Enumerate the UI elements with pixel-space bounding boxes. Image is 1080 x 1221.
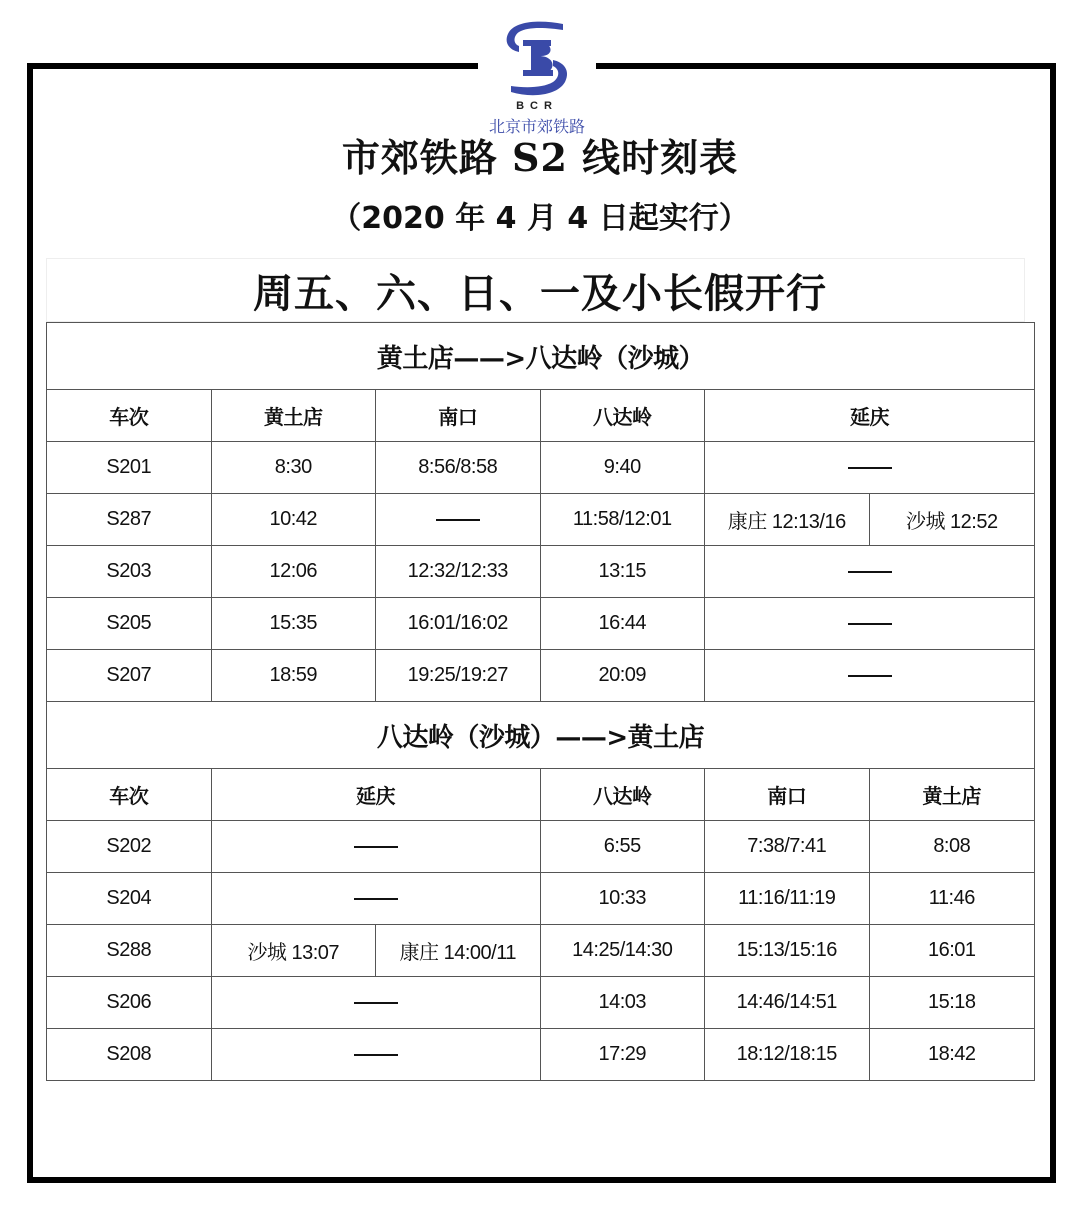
col-header-train: 车次 [47, 390, 212, 442]
no-stop-cell [211, 873, 540, 925]
time-cell-shacheng: 沙城 13:07 [211, 925, 376, 977]
time-cell: 14:03 [540, 977, 705, 1029]
col-header-huangtudian: 黄土店 [211, 390, 376, 442]
inbound-direction-row [47, 702, 1035, 769]
train-number: S287 [47, 494, 212, 546]
time-cell-kangzhuang: 康庄 12:13/16 [705, 494, 870, 546]
no-stop-cell [211, 1029, 540, 1081]
time-cell: 16:01/16:02 [376, 598, 541, 650]
outbound-header-row [47, 390, 1035, 442]
dash-icon [848, 467, 892, 469]
time-cell: 14:25/14:30 [540, 925, 705, 977]
dash-icon [354, 898, 398, 900]
time-cell: 20:09 [540, 650, 705, 702]
col-header-yanqing: 延庆 [705, 390, 1035, 442]
no-stop-cell [705, 442, 1035, 494]
dash-icon [848, 623, 892, 625]
time-cell: 18:59 [211, 650, 376, 702]
bcr-logo [478, 14, 596, 136]
table-row [47, 650, 1035, 702]
title-prefix: 市郊铁路 [341, 136, 513, 180]
train-number: S205 [47, 598, 212, 650]
no-stop-cell [705, 546, 1035, 598]
outbound-direction: 黄土店——>八达岭（沙城） [47, 323, 1035, 390]
time-cell: 6:55 [540, 821, 705, 873]
time-cell: 11:58/12:01 [540, 494, 705, 546]
dash-icon [354, 1002, 398, 1004]
inbound-header-row [47, 769, 1035, 821]
col-header-yanqing: 延庆 [211, 769, 540, 821]
time-cell: 15:18 [869, 977, 1035, 1029]
table-row [47, 546, 1035, 598]
time-cell: 15:13/15:16 [705, 925, 870, 977]
frame-top-left [27, 63, 478, 69]
time-cell: 14:46/14:51 [705, 977, 870, 1029]
dash-icon [848, 571, 892, 573]
effective-date: （2020 年 4 月 4 日起实行） [331, 201, 749, 236]
train-number: S206 [47, 977, 212, 1029]
train-number: S202 [47, 821, 212, 873]
time-cell: 16:01 [869, 925, 1035, 977]
train-number: S201 [47, 442, 212, 494]
logo-org-name: 北京市郊铁路 [488, 117, 585, 136]
time-cell: 15:35 [211, 598, 376, 650]
train-number: S288 [47, 925, 212, 977]
time-cell: 10:42 [211, 494, 376, 546]
col-header-badaling: 八达岭 [540, 769, 705, 821]
dash-icon [848, 675, 892, 677]
time-cell: 19:25/19:27 [376, 650, 541, 702]
time-cell: 17:29 [540, 1029, 705, 1081]
no-stop-cell [211, 977, 540, 1029]
title-suffix: 线时刻表 [567, 136, 739, 180]
table-row [47, 1029, 1035, 1081]
time-cell: 8:56/8:58 [376, 442, 541, 494]
time-cell: 12:32/12:33 [376, 546, 541, 598]
time-cell: 12:06 [211, 546, 376, 598]
col-header-train: 车次 [47, 769, 212, 821]
dash-icon [436, 519, 480, 521]
bcr-logo-icon [503, 18, 571, 100]
time-cell: 8:30 [211, 442, 376, 494]
title-line: S2 [512, 135, 568, 180]
table-row [47, 598, 1035, 650]
time-cell: 11:16/11:19 [705, 873, 870, 925]
train-number: S204 [47, 873, 212, 925]
no-stop-cell [211, 821, 540, 873]
time-cell: 10:33 [540, 873, 705, 925]
time-cell: 7:38/7:41 [705, 821, 870, 873]
timetable [46, 322, 1035, 1081]
service-days: 周五、六、日、一及小长假开行 [253, 271, 827, 317]
time-cell: 16:44 [540, 598, 705, 650]
dash-icon [354, 1054, 398, 1056]
no-stop-cell [705, 650, 1035, 702]
time-cell: 18:42 [869, 1029, 1035, 1081]
time-cell-kangzhuang: 康庄 14:00/11 [376, 925, 541, 977]
table-row [47, 821, 1035, 873]
time-cell: 11:46 [869, 873, 1035, 925]
table-row [47, 977, 1035, 1029]
table-row [47, 494, 1035, 546]
table-row [47, 873, 1035, 925]
time-cell: 8:08 [869, 821, 1035, 873]
time-cell: 13:15 [540, 546, 705, 598]
time-cell: 9:40 [540, 442, 705, 494]
time-cell: 18:12/18:15 [705, 1029, 870, 1081]
logo-abbr: BCR [516, 100, 558, 112]
no-stop-cell [705, 598, 1035, 650]
train-number: S203 [47, 546, 212, 598]
no-stop-cell [376, 494, 541, 546]
col-header-nankou: 南口 [376, 390, 541, 442]
train-number: S208 [47, 1029, 212, 1081]
frame-bottom [27, 1177, 1056, 1183]
frame-top-right [596, 63, 1056, 69]
time-cell-shacheng: 沙城 12:52 [869, 494, 1035, 546]
outbound-direction-row [47, 323, 1035, 390]
col-header-nankou: 南口 [705, 769, 870, 821]
inbound-direction: 八达岭（沙城）——>黄土店 [47, 702, 1035, 769]
table-row [47, 925, 1035, 977]
table-row [47, 442, 1035, 494]
page-title [0, 127, 1080, 182]
train-number: S207 [47, 650, 212, 702]
col-header-badaling: 八达岭 [540, 390, 705, 442]
dash-icon [354, 846, 398, 848]
col-header-huangtudian: 黄土店 [869, 769, 1035, 821]
